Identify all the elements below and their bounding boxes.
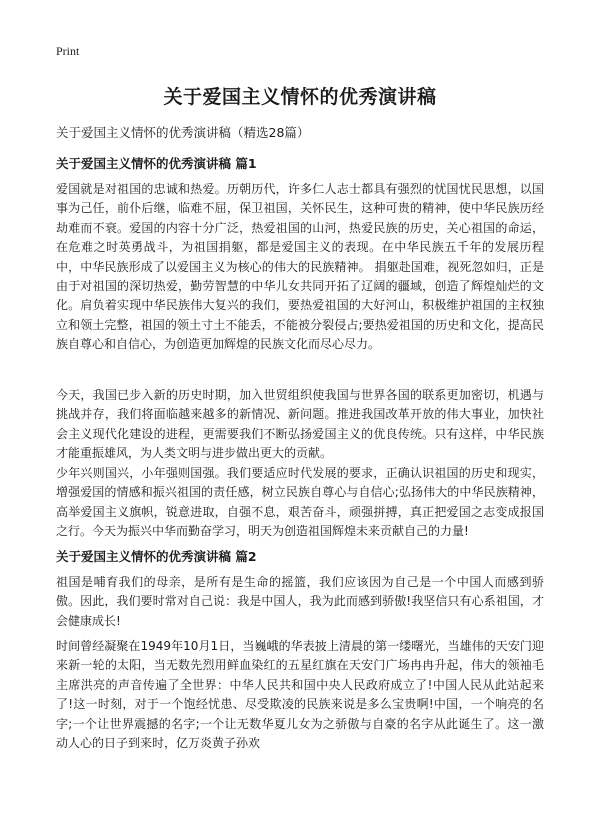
paragraph-3: 少年兴则国兴，小年强则国强。我们要适应时代发展的要求，正确认识祖国的历史和现实，增强爱国的情感和振兴祖国的责任感，树立民族自尊心与自信心;弘扬伟大的中华民族精神，高举爱国主义旗帜，锐意进取，自强不息，艰苦奋斗，顽强拼搏，真正把爱国之志变成报国之行。今天为振兴中华而勤奋学习，明天为创造祖国辉煌未来贡献自己的力量! [56, 466, 544, 539]
paragraph-4: 祖国是哺育我们的母亲，是所有是生命的摇篮，我们应该因为自己是一个中国人而感到骄傲。因此，我们要时常对自己说：我是中国人，我为此而感到骄傲!我坚信只有心系祖国，才会健康成长! [56, 575, 544, 628]
paragraph-1: 爱国就是对祖国的忠诚和热爱。历朝历代，许多仁人志士都具有强烈的忧国忧民思想，以国事为己任，前仆后继，临难不屈，保卫祖国，关怀民生，这种可贵的精神，使中华民族历经劫难而不衰。爱国的内容十分广泛，热爱祖国的山河，热爱民族的历史，关心祖国的命运，在危难之时英勇战斗，为祖国捐躯，都是爱国主义的表现。在中华民族五千年的发展历程中，中华民族形成了以爱国主义为核心的伟大的民族精神。 捐躯赴国难，视死忽如归，正是由于对祖国的深切热爱，勤劳智慧的中华儿女共同开拓了辽阔的疆域，创造了辉煌灿烂的文化。肩负着实现中华民族伟大复兴的我们，要热爱祖国的大好河山，积极维护祖国的主权独立和领土完整，祖国的领土寸土不能丢，不能被分裂侵占;要热爱祖国的历史和文化，提高民族自尊心和自信心，为创造更加辉煌的民族文化而尽心尽力。 [56, 182, 544, 352]
section-heading-2: 关于爱国主义情怀的优秀演讲稿 篇2 [56, 549, 257, 564]
paragraph-2: 今天，我国已步入新的历史时期，加入世贸组织使我国与世界各国的联系更加密切，机遇与挑战并存，我们将面临越来越多的新情况、新问题。推进我国改革开放的伟大事业，加快社会主义现代化建设的进程，更需要我们不断弘扬爱国主义的优良传统。只有这样，中华民族才能重振雄风，为人类文明与进步做出更大的贡献。 [56, 388, 544, 461]
document-subtitle: 关于爱国主义情怀的优秀演讲稿（精选28篇） [56, 125, 310, 140]
section-heading-1: 关于爱国主义情怀的优秀演讲稿 篇1 [56, 156, 257, 171]
paragraph-5: 时间曾经凝聚在1949年10月1日，当巍峨的华表披上清晨的第一缕曙光，当雄伟的天安门迎来新一轮的太阳，当无数先烈用鲜血染红的五星红旗在天安门广场冉冉升起，伟大的领袖毛主席洪亮的声音传遍了全世界：中华人民共和国中央人民政府成立了!中国人民从此站起来了!这一时刻，对于一个饱经忧患、尽受欺凌的民族来说是多么宝贵啊!中国，一个响亮的名字;一个让世界震撼的名字;一个让无数华夏儿女为之骄傲与自豪的名字从此诞生了。这一激动人心的日子到来时，亿万炎黄子孙欢 [56, 639, 544, 751]
document-title: 关于爱国主义情怀的优秀演讲稿 [163, 86, 437, 108]
print-label[interactable]: Print [56, 44, 80, 58]
